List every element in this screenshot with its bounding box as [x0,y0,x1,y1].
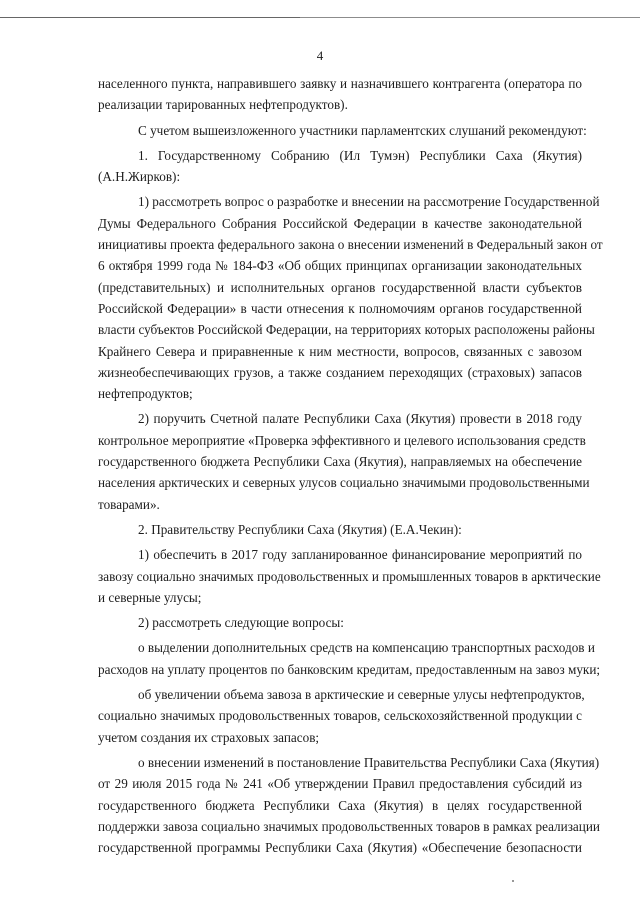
paragraph [98,191,603,404]
text-line: социально значимых продовольственных товаров, сельскохозяйственной продукции с [98,708,582,724]
text-line: о выделении дополнительных средств на компенсацию транспортных расходов и [138,640,595,656]
text-line: (А.Н.Жирков): [98,169,181,185]
text-line: товарами». [98,496,160,512]
paragraph [98,519,582,540]
text-line: государственной программы Республики Саха (Якутия) «Обеспечение безопасности [98,840,582,856]
text-line: 2. Правительству Республики Саха (Якутия) (Е.А.Чекин): [138,521,462,537]
text-line: реализации тарированных нефтепродуктов). [98,97,348,113]
text-line: нефтепродуктов; [98,386,193,402]
text-line: об увеличении объема завоза в арктические и северные улусы нефтепродуктов, [138,687,585,703]
text-line: населенного пункта, направившего заявку и назначившего контрагента (оператора по [98,76,582,91]
text-line: 2) рассмотреть следующие вопросы: [138,615,344,631]
text-line: 1. Государственному Собранию (Ил Тумэн) Республики Саха (Якутия) [138,147,582,163]
paragraph [98,752,600,858]
text-line: 1) обеспечить в 2017 году запланированное финансирование мероприятий по [138,547,582,563]
paragraph [98,408,590,514]
text-line: власти субъектов Российской Федерации, на территориях которых расположены районы [98,322,595,338]
text-line: Крайнего Севера и приравненные к ним местности, вопросов, связанных с завозом [98,343,582,359]
paragraph [98,544,601,608]
text-line: государственного бюджета Республики Саха (Якутия) в целях государственной [98,797,582,813]
scan-speck [512,880,514,882]
text-line: расходов на уплату процентов по банковским кредитам, предоставленным на завоз муки; [98,661,601,677]
paragraph [98,612,582,633]
text-line: завозу социально значимых продовольственных и промышленных товаров в арктические [98,568,601,584]
document-body [98,73,603,858]
paragraph [98,684,585,748]
text-line: жизнеобеспечивающих грузов, а также созданием переходящих (страховых) запасов [98,364,582,380]
text-line: 1) рассмотреть вопрос о разработке и внесении на рассмотрение Государственной [138,194,600,210]
text-line: 6 октября 1999 года № 184-ФЗ «Об общих принципах организации законодательных [98,258,582,274]
paragraph [98,120,587,141]
text-line: и северные улусы; [98,589,202,605]
paragraph [98,145,582,188]
page-number: 4 [316,48,324,63]
text-line: контрольное мероприятие «Проверка эффективного и целевого использования средств [98,432,586,448]
text-line: поддержки завоза социально значимых продовольственных товаров в рамках реализации [98,818,600,834]
text-line: С учетом вышеизложенного участники парламентских слушаний рекомендуют: [138,122,587,138]
text-line: Российской Федерации» в части отнесения к полномочиям органов государственной [98,300,582,316]
text-line: учетом создания их страховых запасов; [98,729,320,745]
text-line: (представительных) и исполнительных органов государственной власти субъектов [98,279,582,295]
text-line: от 29 июля 2015 года № 241 «Об утверждении Правил предоставления субсидий из [98,776,582,792]
text-line: 2) поручить Счетной палате Республики Саха (Якутия) провести в 2018 году [138,411,582,427]
paragraph [98,73,582,116]
scan-edge-line [0,17,640,18]
text-line: населения арктических и северных улусов социально значимыми продовольственными [98,475,590,491]
text-line: Думы Федерального Собрания Российской Федерации в качестве законодательной [98,215,582,231]
text-line: инициативы проекта федерального закона о внесении изменений в Федеральный закон от [98,237,603,253]
paragraph [98,637,601,680]
text-line: о внесении изменений в постановление Правительства Республики Саха (Якутия) [138,754,600,770]
text-line: государственного бюджета Республики Саха (Якутия), направляемых на обеспечение [98,454,582,470]
